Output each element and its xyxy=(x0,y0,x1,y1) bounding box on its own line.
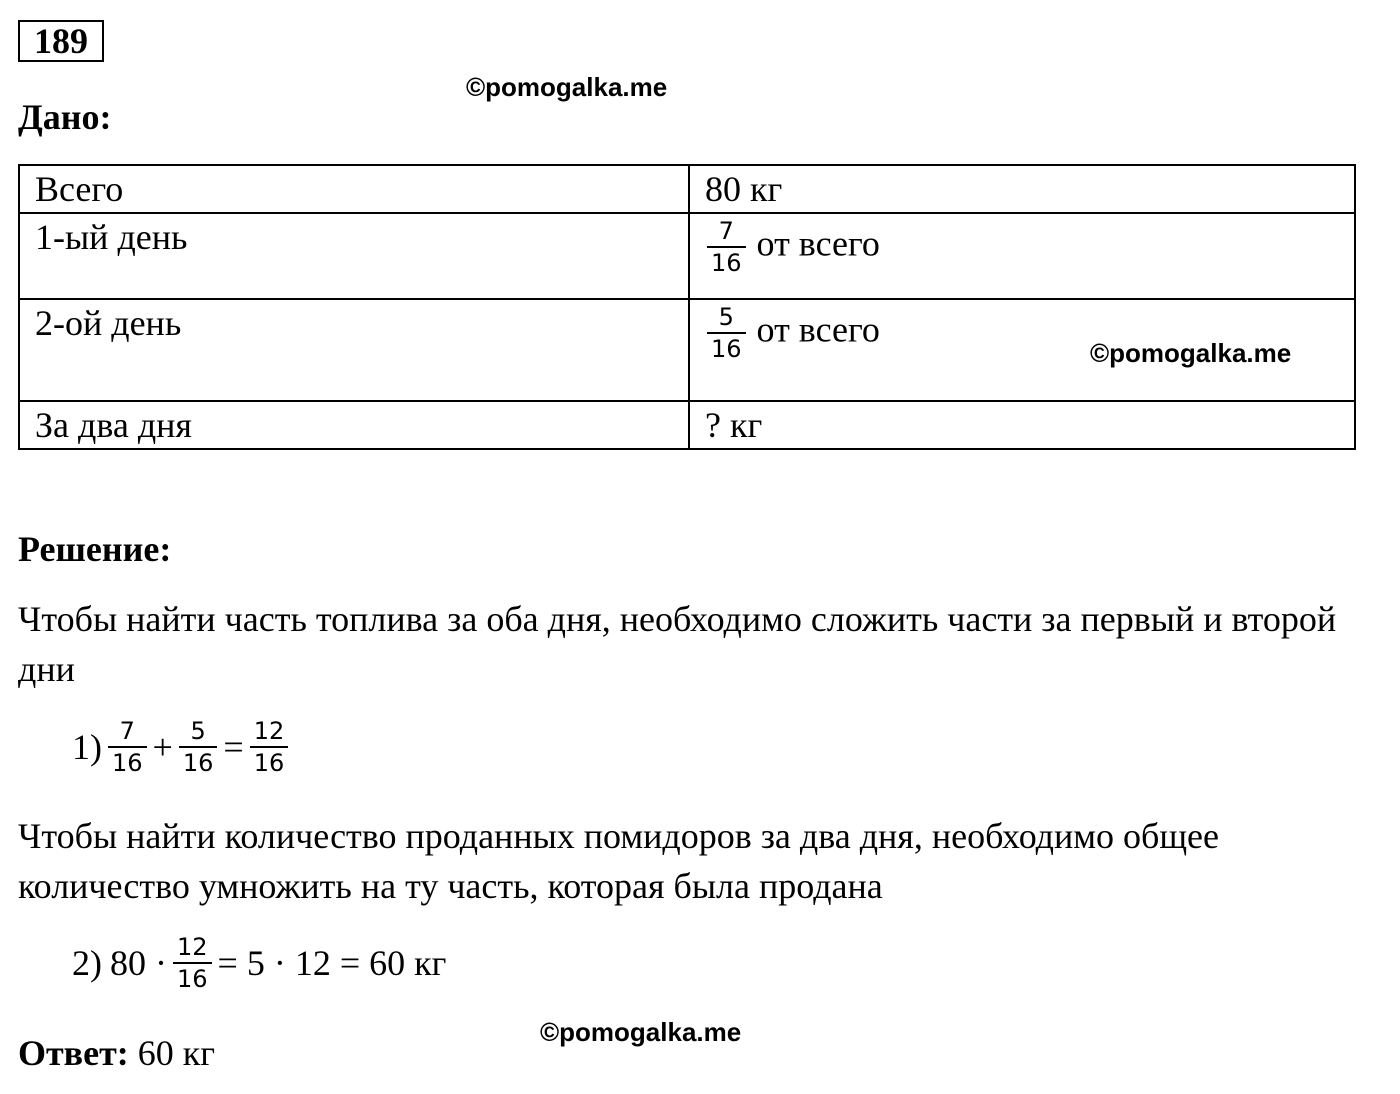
fraction xyxy=(709,216,744,278)
row-label: Всего xyxy=(19,165,689,213)
fraction-denominator: 16 xyxy=(711,249,742,277)
solution-heading: Решение: xyxy=(18,529,172,569)
value-text: от всего xyxy=(756,309,880,350)
answer-line xyxy=(18,1032,215,1074)
table-row xyxy=(19,213,1355,299)
watermark-top: ©pomogalka.me xyxy=(466,72,668,102)
table-row xyxy=(19,401,1355,449)
equals-sign: = xyxy=(223,727,244,767)
operator: + xyxy=(152,727,173,767)
row-label: 1-ый день xyxy=(19,213,689,299)
fraction-denominator: 16 xyxy=(253,749,285,777)
value-text: от всего xyxy=(756,223,880,264)
fraction xyxy=(181,716,216,778)
fraction xyxy=(709,302,744,364)
fraction xyxy=(252,716,287,778)
row-value: ? кг xyxy=(689,401,1355,449)
row-label: За два дня xyxy=(19,401,689,449)
fraction-denominator: 16 xyxy=(182,749,214,777)
fraction-numerator: 7 xyxy=(718,217,734,245)
step-2-equation xyxy=(68,932,450,994)
step-label: 2) xyxy=(72,943,102,983)
fraction-denominator: 16 xyxy=(711,335,742,363)
watermark-table: ©pomogalka.me xyxy=(1090,338,1292,368)
given-heading: Дано: xyxy=(18,97,112,137)
table-row xyxy=(19,165,1355,213)
fraction-numerator: 12 xyxy=(177,933,208,961)
fraction-denominator: 16 xyxy=(177,965,208,993)
row-label: 2-ой день xyxy=(19,299,689,401)
row-value: 80 кг xyxy=(689,165,1355,213)
expression-lead: 80 · xyxy=(110,943,167,983)
problem-number: 189 xyxy=(18,20,104,62)
fraction xyxy=(110,716,145,778)
step-1-equation xyxy=(68,716,290,778)
answer-value: 60 кг xyxy=(137,1033,216,1073)
fraction-numerator: 5 xyxy=(190,717,206,745)
fraction-numerator: 5 xyxy=(718,303,734,331)
expression-rest: = 5 · 12 = 60 кг xyxy=(217,943,447,983)
solution-paragraph-2: Чтобы найти количество проданных помидоров за два дня, необходимо общее количество умножить на ту часть, которая была продана xyxy=(18,816,1220,906)
fraction xyxy=(175,932,210,994)
watermark-bottom: ©pomogalka.me xyxy=(540,1017,742,1047)
fraction-denominator: 16 xyxy=(112,749,143,777)
answer-label: Ответ: xyxy=(18,1033,129,1073)
row-value xyxy=(689,213,1355,299)
step-label: 1) xyxy=(72,727,102,767)
fraction-numerator: 12 xyxy=(253,717,285,745)
given-table xyxy=(18,164,1356,450)
fraction-numerator: 7 xyxy=(119,717,135,745)
solution-paragraph-1: Чтобы найти часть топлива за оба дня, необходимо сложить части за первый и второй дни xyxy=(18,599,1337,689)
